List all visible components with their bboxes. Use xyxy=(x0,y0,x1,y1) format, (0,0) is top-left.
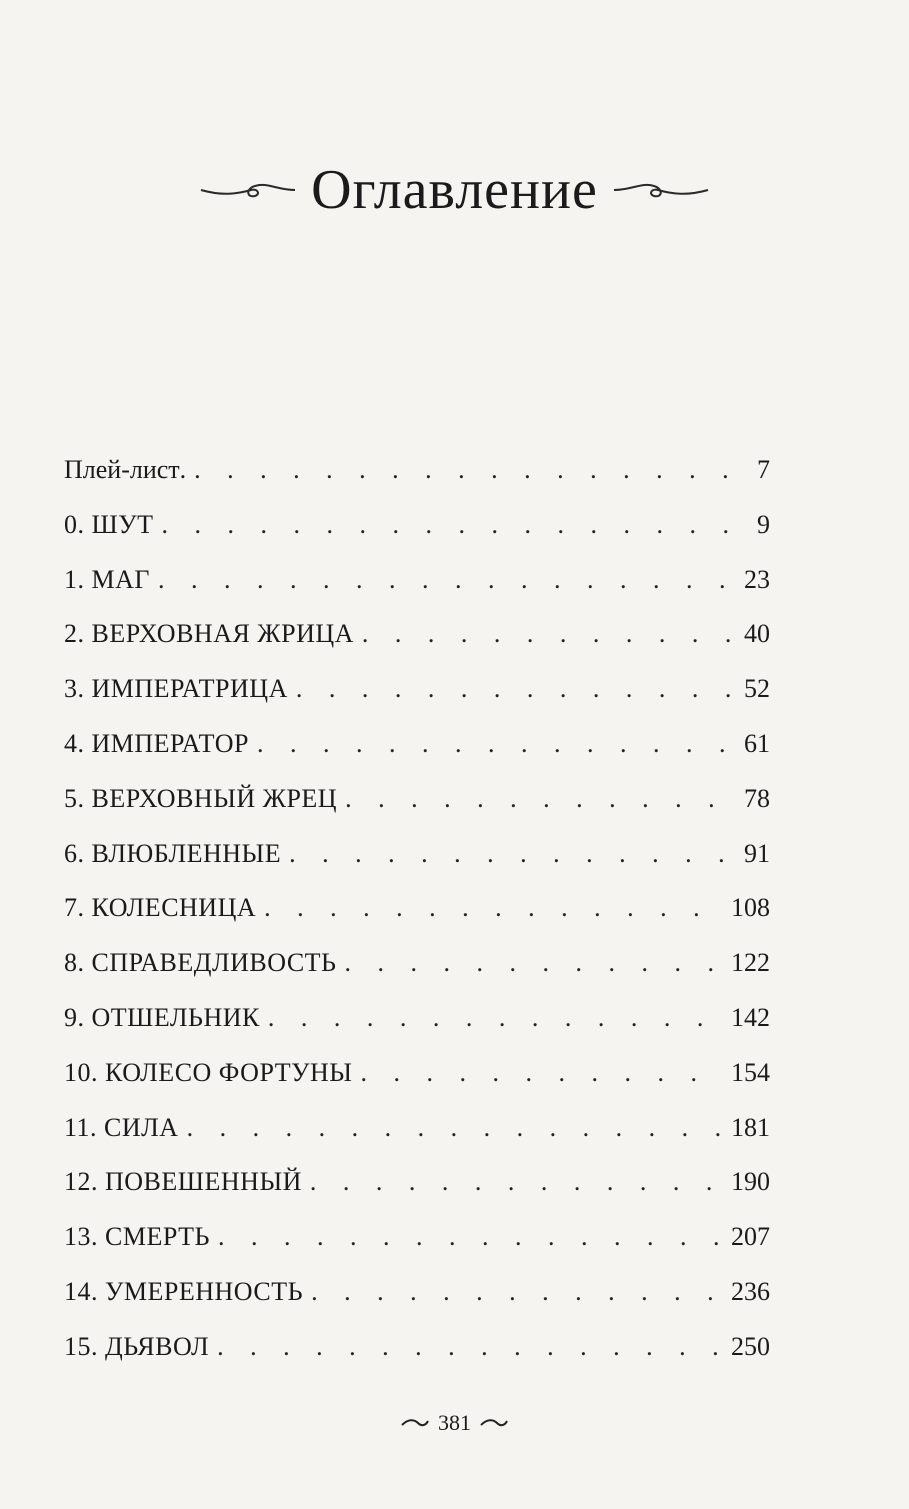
toc-entry-label: 7. КОЛЕСНИЦА xyxy=(64,893,257,923)
dot-leader xyxy=(289,839,736,869)
toc-entry xyxy=(64,784,770,839)
toc-entry-page: 190 xyxy=(731,1167,770,1197)
dot-leader xyxy=(187,1113,723,1143)
dot-leader xyxy=(310,1167,723,1197)
toc-entry xyxy=(64,510,770,565)
dot-leader xyxy=(217,1332,723,1362)
dot-leader xyxy=(362,619,736,649)
toc-entry xyxy=(64,729,770,784)
toc-entry-page: 181 xyxy=(731,1112,770,1142)
toc-entry-page: 207 xyxy=(731,1222,770,1252)
toc-entry xyxy=(64,1222,770,1277)
tilde-ornament-icon xyxy=(479,1417,509,1429)
toc-entry xyxy=(64,1058,770,1113)
dot-leader xyxy=(264,893,723,923)
toc-entry-page: 108 xyxy=(731,893,770,923)
toc-entry xyxy=(64,1113,770,1168)
toc-entry-label: 5. ВЕРХОВНЫЙ ЖРЕЦ xyxy=(64,783,338,813)
toc-entry xyxy=(64,1277,770,1332)
left-flourish-icon xyxy=(197,176,297,204)
page-footer xyxy=(0,1410,909,1436)
toc-entry: Плей-лист . . . . 7 xyxy=(64,455,770,510)
dot-leader xyxy=(194,455,749,485)
toc-entry-page: 9 xyxy=(757,509,770,539)
toc-entry-label: 0. ШУТ xyxy=(64,509,154,539)
toc-entry-label: Плей-лист xyxy=(64,455,180,484)
toc-entry-label: 3. ИМПЕРАТРИЦА xyxy=(64,674,288,704)
toc-entry-page: 236 xyxy=(731,1276,770,1306)
toc-entry-label: 12. ПОВЕШЕННЫЙ xyxy=(64,1167,302,1197)
toc-entry-page: 91 xyxy=(744,838,770,868)
toc-entry-label: 6. ВЛЮБЛЕННЫЕ xyxy=(64,838,282,868)
toc-entry-page: 61 xyxy=(744,728,770,758)
dot-leader xyxy=(218,1222,723,1252)
toc-entry-label: 8. СПРАВЕДЛИВОСТЬ xyxy=(64,948,337,978)
toc-entry-label: 15. ДЬЯВОЛ xyxy=(64,1331,210,1361)
dot-leader xyxy=(345,784,736,814)
toc-entry-label: 9. ОТШЕЛЬНИК xyxy=(64,1002,260,1032)
toc-entry xyxy=(64,565,770,620)
toc-entry-page: 52 xyxy=(744,674,770,704)
right-flourish-icon xyxy=(612,176,712,204)
toc-entry xyxy=(64,1003,770,1058)
toc-entry-page: 40 xyxy=(744,619,770,649)
table-of-contents xyxy=(64,455,770,1387)
toc-entry xyxy=(64,893,770,948)
dot-leader xyxy=(158,565,736,595)
toc-entry-page: 154 xyxy=(731,1057,770,1087)
toc-entry xyxy=(64,948,770,1003)
toc-entry xyxy=(64,674,770,729)
page-title: Оглавление xyxy=(311,159,598,221)
toc-entry-label: 11. СИЛА xyxy=(64,1112,179,1142)
toc-entry-label: 13. СМЕРТЬ xyxy=(64,1222,210,1252)
toc-entry-page: 122 xyxy=(731,948,770,978)
toc-entry xyxy=(64,839,770,894)
dot-leader xyxy=(257,729,736,759)
toc-entry-label: 2. ВЕРХОВНАЯ ЖРИЦА xyxy=(64,619,354,649)
dot-leader xyxy=(311,1277,723,1307)
toc-entry-page: 7 xyxy=(757,455,770,484)
toc-entry-label: 14. УМЕРЕННОСТЬ xyxy=(64,1276,304,1306)
toc-entry-label: 1. МАГ xyxy=(64,564,150,594)
dot-leader xyxy=(360,1058,723,1088)
dot-leader xyxy=(296,674,736,704)
dot-leader xyxy=(345,948,724,978)
toc-entry-label: 10. КОЛЕСО ФОРТУНЫ xyxy=(64,1057,353,1087)
toc-heading xyxy=(0,158,909,222)
toc-entry-label: 4. ИМПЕРАТОР xyxy=(64,728,249,758)
dot-leader xyxy=(162,510,749,540)
toc-entry xyxy=(64,619,770,674)
page-number: 381 xyxy=(438,1410,471,1435)
toc-entry-page: 23 xyxy=(744,564,770,594)
toc-entry xyxy=(64,1167,770,1222)
toc-entry-page: 142 xyxy=(731,1002,770,1032)
dot-leader xyxy=(268,1003,723,1033)
toc-entry xyxy=(64,1332,770,1387)
toc-entry-page: 78 xyxy=(744,783,770,813)
tilde-ornament-icon xyxy=(400,1417,430,1429)
toc-entry-page: 250 xyxy=(731,1331,770,1361)
